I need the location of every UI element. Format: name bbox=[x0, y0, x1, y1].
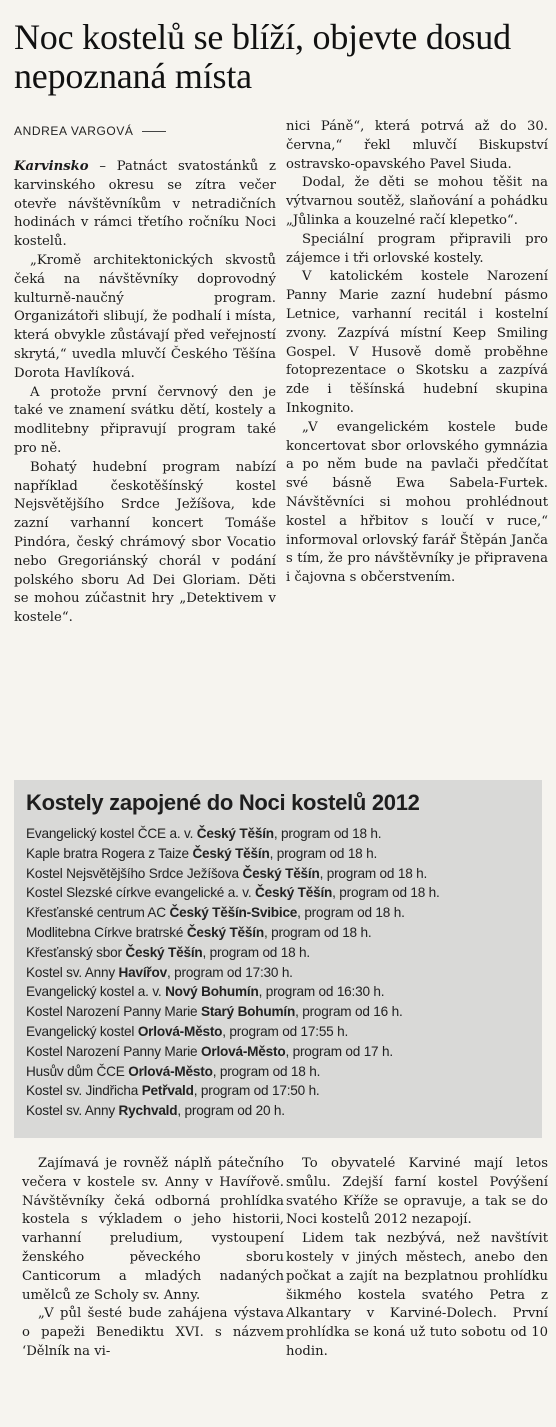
lead-text: – Patnáct svatostánků z karvinského okresu se zítra večer otevře návštěvníkům v netradičních hodinách v rámci třetího ročníku Noci kostelů. bbox=[14, 159, 276, 250]
church-town: Havířov bbox=[118, 964, 167, 980]
article-column-2 bbox=[286, 118, 548, 758]
church-town: Český Těšín bbox=[242, 865, 320, 881]
headline: Noc kostelů se blíží, objevte dosud nepoznaná místa bbox=[14, 17, 511, 96]
paragraph-continued: nici Páně“, která potrvá až do 30. června,“ řekl mluvčí Biskupství ostravsko-opavského Pavel Siuda. bbox=[286, 119, 548, 172]
paragraph: „V evangelickém kostele bude koncertovat sbor orlovského gymnázia a po něm bude na pavlači předčítat své básně Ewa Sabela-Furtek. Návštěvníci si mohou prohlédnout kostel a hřbitov s loučí v ruce,“ informoval orlovský farář Štěpán Janča s tím, že pro návštěvníky je připravena i čajovna s občerstvením. bbox=[286, 419, 548, 586]
church-town: Orlová-Město bbox=[128, 1063, 213, 1079]
church-name: Kaple bratra Rogera z Taize bbox=[26, 845, 193, 861]
program-time: , program od 18 h. bbox=[202, 944, 310, 960]
church-name: Křesťanský sbor bbox=[26, 944, 126, 960]
byline-rule bbox=[142, 131, 166, 132]
church-name: Kostel sv. Anny bbox=[26, 1103, 119, 1119]
author-name: ANDREA VARGOVÁ bbox=[14, 124, 134, 138]
church-name: Modlitebna Církve bratrské bbox=[26, 924, 187, 940]
paragraph: V katolickém kostele Narození Panny Marie zazní hudební pásmo Letnice, varhanní recitál i kostelní zvony. Zazpívá místní Keep Smiling Gospel. V Husově domě proběhne fotoprezentace o Skotsku a zazpívá zde i těšínská hudební skupina Inkognito. bbox=[286, 269, 548, 416]
church-list-item bbox=[26, 943, 536, 963]
program-time: , program od 18 h. bbox=[269, 845, 378, 861]
church-name: Kostel sv. Jindřicha bbox=[26, 1083, 142, 1099]
church-list-item bbox=[26, 824, 536, 844]
paragraph: Zajímavá je rovněž náplň pátečního večera v kostele sv. Anny v Havířově. Návštěvníky čeká odborná prohlídka kostela s výkladem o jeho historii, varhanní preludium, vystoupení ženského pěveckého sboru Canticorum a mladých nadaných umělců ze Scholy sv. Anny. bbox=[22, 1156, 284, 1303]
church-name: Evangelický kostel ČCE a. v. bbox=[26, 826, 197, 841]
program-time: , program od 18 h. bbox=[212, 1063, 321, 1079]
church-town: Český Těšín-Svibice bbox=[169, 905, 298, 921]
church-list-item bbox=[26, 923, 536, 943]
church-list-item bbox=[26, 883, 536, 903]
program-time: , program od 18 h. bbox=[263, 924, 372, 940]
church-list-item bbox=[26, 1081, 536, 1101]
paragraph: Dodal, že děti se mohou těšit na výtvarnou soutěž, slaňování a pohádku „Jůlinka a kouzelné račí klepetko“. bbox=[286, 175, 548, 228]
church-town: Český Těšín bbox=[186, 924, 264, 940]
church-name: Evangelický kostel bbox=[26, 1023, 138, 1039]
church-list-item bbox=[26, 903, 536, 923]
church-list-item bbox=[26, 864, 536, 884]
article-column-3 bbox=[22, 1155, 284, 1425]
byline bbox=[14, 124, 276, 138]
church-list-item bbox=[26, 1101, 536, 1121]
church-list-item bbox=[26, 1002, 536, 1022]
program-time: , program od 16:30 h. bbox=[258, 984, 385, 1000]
paragraph: A protože první červnový den je také ve znamení svátku dětí, kostely a modlitebny připravují program také pro ně. bbox=[14, 384, 276, 456]
program-time: , program od 16 h. bbox=[295, 1004, 403, 1020]
church-town: Petřvald bbox=[141, 1083, 194, 1099]
church-list-item bbox=[26, 1022, 536, 1042]
paragraph: „V půl šesté bude zahájena výstava o papeži Benediktu XVI. s názvem ‘Dělník na vi- bbox=[22, 1306, 284, 1359]
church-list-item bbox=[26, 963, 536, 983]
program-time: , program od 17:55 h. bbox=[222, 1023, 349, 1039]
church-town: Český Těšín bbox=[255, 885, 333, 901]
church-town: Orlová-Město bbox=[200, 1043, 286, 1059]
church-town: Starý Bohumín bbox=[200, 1004, 296, 1020]
church-town: Nový Bohumín bbox=[165, 984, 259, 1000]
church-list-item bbox=[26, 1062, 536, 1082]
church-town: Český Těšín bbox=[192, 845, 270, 861]
article-column-4 bbox=[286, 1155, 548, 1425]
church-list bbox=[26, 824, 536, 1121]
program-time: , program od 18 h. bbox=[332, 885, 440, 901]
program-time: , program od 20 h. bbox=[177, 1103, 285, 1119]
program-time: , program od 17:30 h. bbox=[166, 964, 293, 980]
program-time: , program od 17:50 h. bbox=[193, 1083, 320, 1099]
paragraph: Bohatý hudební program nabízí například českotěšínský kostel Nejsvětějšího Srdce Ježíšova, kde zazní varhanní koncert Tomáše Pindóra, český chrámový sbor Vocatio nebo Gregoriánský chorál v podání polského sboru Ad Dei Gloriam. Děti se mohou zúčastnit hry „Detektivem v kostele“. bbox=[14, 459, 276, 626]
church-name: Kostel Nejsvětějšího Srdce Ježíšova bbox=[26, 865, 243, 881]
program-time: , program od 18 h. bbox=[273, 826, 382, 841]
program-time: , program od 18 h. bbox=[297, 905, 405, 921]
program-time: , program od 18 h. bbox=[319, 865, 428, 881]
church-name: Kostel Slezské církve evangelické a. v. bbox=[26, 885, 255, 901]
church-name: Křesťanské centrum AC bbox=[26, 905, 170, 921]
church-list-item bbox=[26, 982, 536, 1002]
article-column-1 bbox=[14, 158, 276, 758]
paragraph: Lidem tak nezbývá, než navštívit kostely v jiných městech, anebo den počkat a zajít na bezplatnou prohlídku šikmého kostela svatého Petra z Alkantary v Karviné-Dolech. První prohlídka se koná už tuto sobotu od 10 hodin. bbox=[286, 1231, 548, 1359]
paragraph: „Kromě architektonických skvostů čeká na návštěvníky doprovodný kulturně-naučný program. Organizátoři slibují, že podhalí i místa, která obvykle zůstávají před veřejností skrytá,“ uvedla mluvčí Českého Těšína Dorota Havlíková. bbox=[14, 252, 276, 381]
church-town: Český Těšín bbox=[196, 826, 274, 841]
church-name: Kostel Narození Panny Marie bbox=[26, 1043, 201, 1059]
church-name: Evangelický kostel a. v. bbox=[26, 984, 166, 1000]
paragraph: To obyvatelé Karviné mají letos smůlu. Zdejší farní kostel Povýšení svatého Kříže se opravuje, a tak se do Noci kostelů 2012 nezapojí. bbox=[286, 1156, 548, 1228]
program-time: , program od 17 h. bbox=[285, 1043, 393, 1059]
church-name: Kostel sv. Anny bbox=[26, 964, 119, 980]
paragraph: Speciální program připravili pro zájemce i tři orlovské kostely. bbox=[286, 231, 548, 266]
church-name: Husův dům ČCE bbox=[26, 1063, 129, 1079]
dateline-location: Karvinsko bbox=[14, 159, 89, 174]
church-town: Rychvald bbox=[118, 1103, 178, 1119]
church-list-item bbox=[26, 844, 536, 864]
church-name: Kostel Narození Panny Marie bbox=[26, 1004, 201, 1020]
lead-paragraph bbox=[14, 158, 276, 252]
church-town: Orlová-Město bbox=[137, 1023, 223, 1039]
box-title: Kostely zapojené do Noci kostelů 2012 bbox=[26, 790, 420, 815]
church-list-item bbox=[26, 1042, 536, 1062]
church-list-box bbox=[14, 780, 542, 1138]
church-town: Český Těšín bbox=[125, 944, 203, 960]
